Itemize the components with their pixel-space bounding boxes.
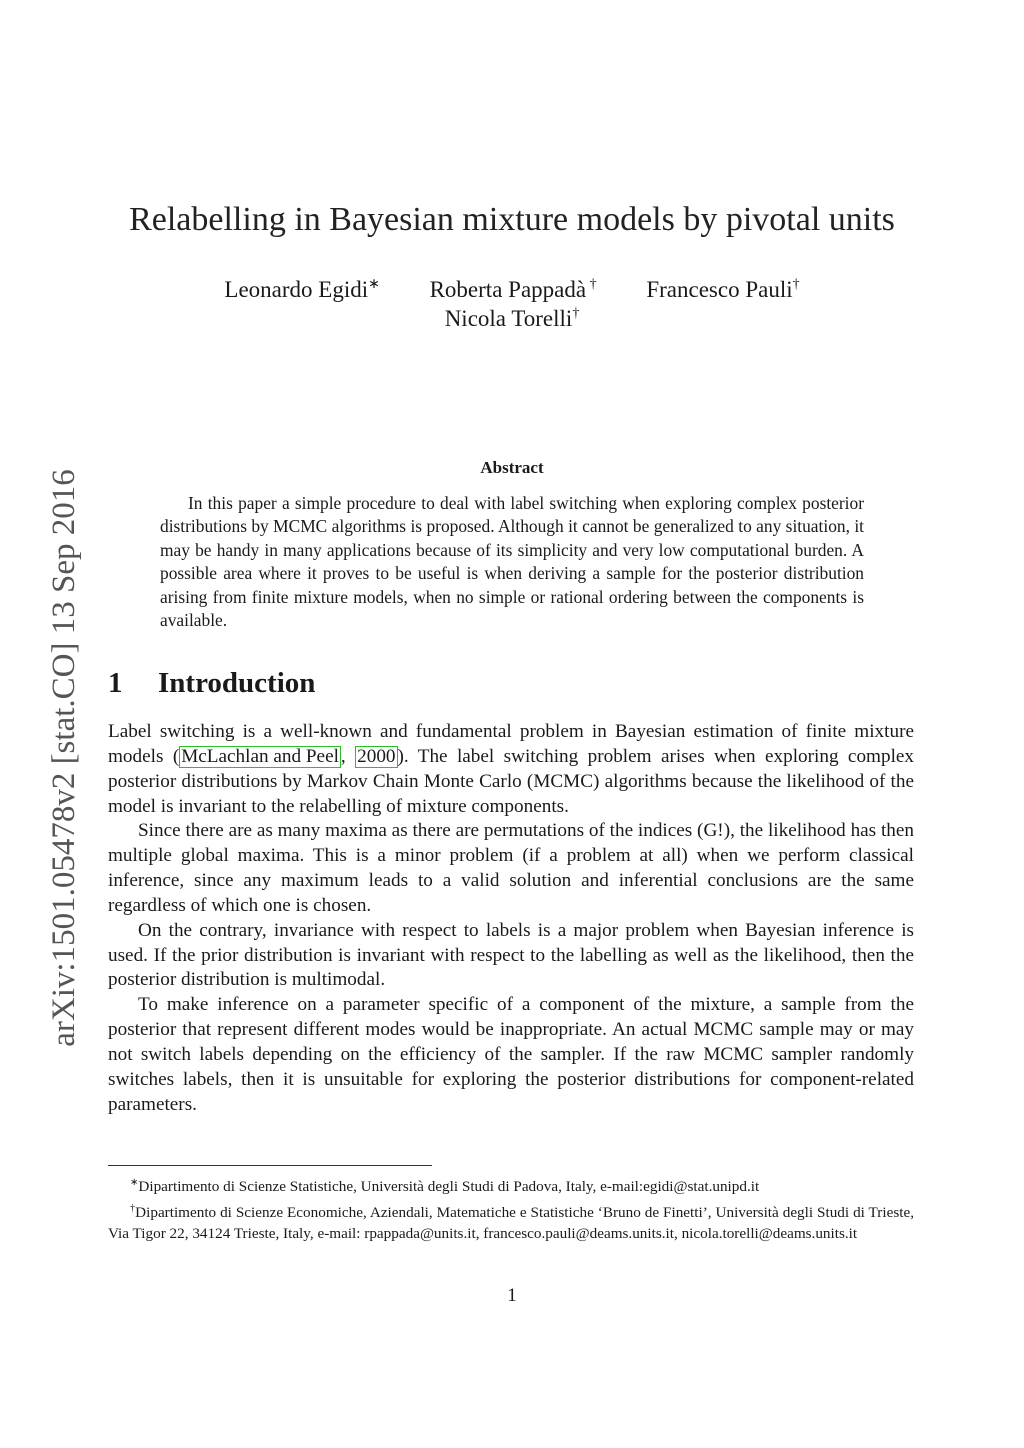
- footnote-2: †Dipartimento di Scienze Economiche, Aziendali, Matematiche e Statistiche ‘Bruno de Finetti’, Università degli Studi di Trieste, Via Tigor 22, 34124 Trieste, Italy, e-mail: rpappada@units.it, francesco.pauli@deams.units.it, nicola.torelli@deams.units.it: [108, 1202, 914, 1242]
- footnotes: [108, 1172, 914, 1245]
- paragraph-2: Since there are as many maxima as there are permutations of the indices (G!), the likelihood has then multiple global maxima. This is a minor problem (if a problem at all) when we perform classical inference, since any maximum leads to a valid solution and inferential conclusions are the same regardless of which one is chosen.: [108, 820, 914, 916]
- page-number: 1: [507, 1285, 517, 1306]
- footnote-rule: [108, 1165, 432, 1166]
- author-egidi: Leonardo Egidi∗: [224, 277, 380, 302]
- section-title: Introduction: [158, 667, 316, 699]
- abstract-heading: Abstract: [480, 458, 544, 477]
- introduction-body: [108, 720, 914, 1118]
- citation-link-year[interactable]: 2000: [357, 745, 396, 767]
- authors-row: [0, 276, 1024, 303]
- abstract-text: In this paper a simple procedure to deal with label switching when exploring complex posterior distributions by MCMC algorithms is proposed. Although it cannot be generalized to any situation, it may be handy in many applications because of its simplicity and very low computational burden. A possible area where it proves to be useful is when deriving a sample for the posterior distribution arising from finite mixture models, when no simple or rational ordering between the components is available.: [160, 493, 864, 631]
- arxiv-side-stamp: arXiv:1501.05478v2 [stat.CO] 13 Sep 2016: [46, 469, 82, 1047]
- author-pauli: Francesco Pauli†: [646, 277, 800, 302]
- section-number: 1: [108, 667, 123, 699]
- paragraph-4: To make inference on a parameter specific of a component of the mixture, a sample from the posterior that represent different modes would be inappropriate. An actual MCMC sample may or may not switch labels depending on the efficiency of the sampler. If the raw MCMC sampler randomly switches labels, then it is unsuitable for exploring the posterior distributions for component-related parameters.: [108, 994, 914, 1115]
- paragraph-3: On the contrary, invariance with respect to labels is a major problem when Bayesian inference is used. If the prior distribution is invariant with respect to the labelling as well as the likelihood, then the posterior distribution is multimodal.: [108, 919, 914, 991]
- author-torelli: Nicola Torelli†: [444, 306, 580, 331]
- paragraph-1: Label switching is a well-known and fundamental problem in Bayesian estimation of finite mixture models ( McLachlan and Peel , 2000 ). The label switching problem arises when exploring complex posterior distributions by Markov Chain Monte Carlo (MCMC) algorithms because the likelihood of the model is invariant to the relabelling of mixture components.: [108, 721, 915, 817]
- section-heading: [108, 667, 315, 700]
- footnote-1: ∗Dipartimento di Scienze Statistiche, Università degli Studi di Padova, Italy, e-mail:egidi@stat.unipd.it: [130, 1177, 760, 1195]
- author-pappada: Roberta Pappadà †: [429, 277, 597, 302]
- citation-link-authors[interactable]: McLachlan and Peel: [181, 745, 339, 767]
- paper-title: Relabelling in Bayesian mixture models by pivotal units: [129, 201, 895, 238]
